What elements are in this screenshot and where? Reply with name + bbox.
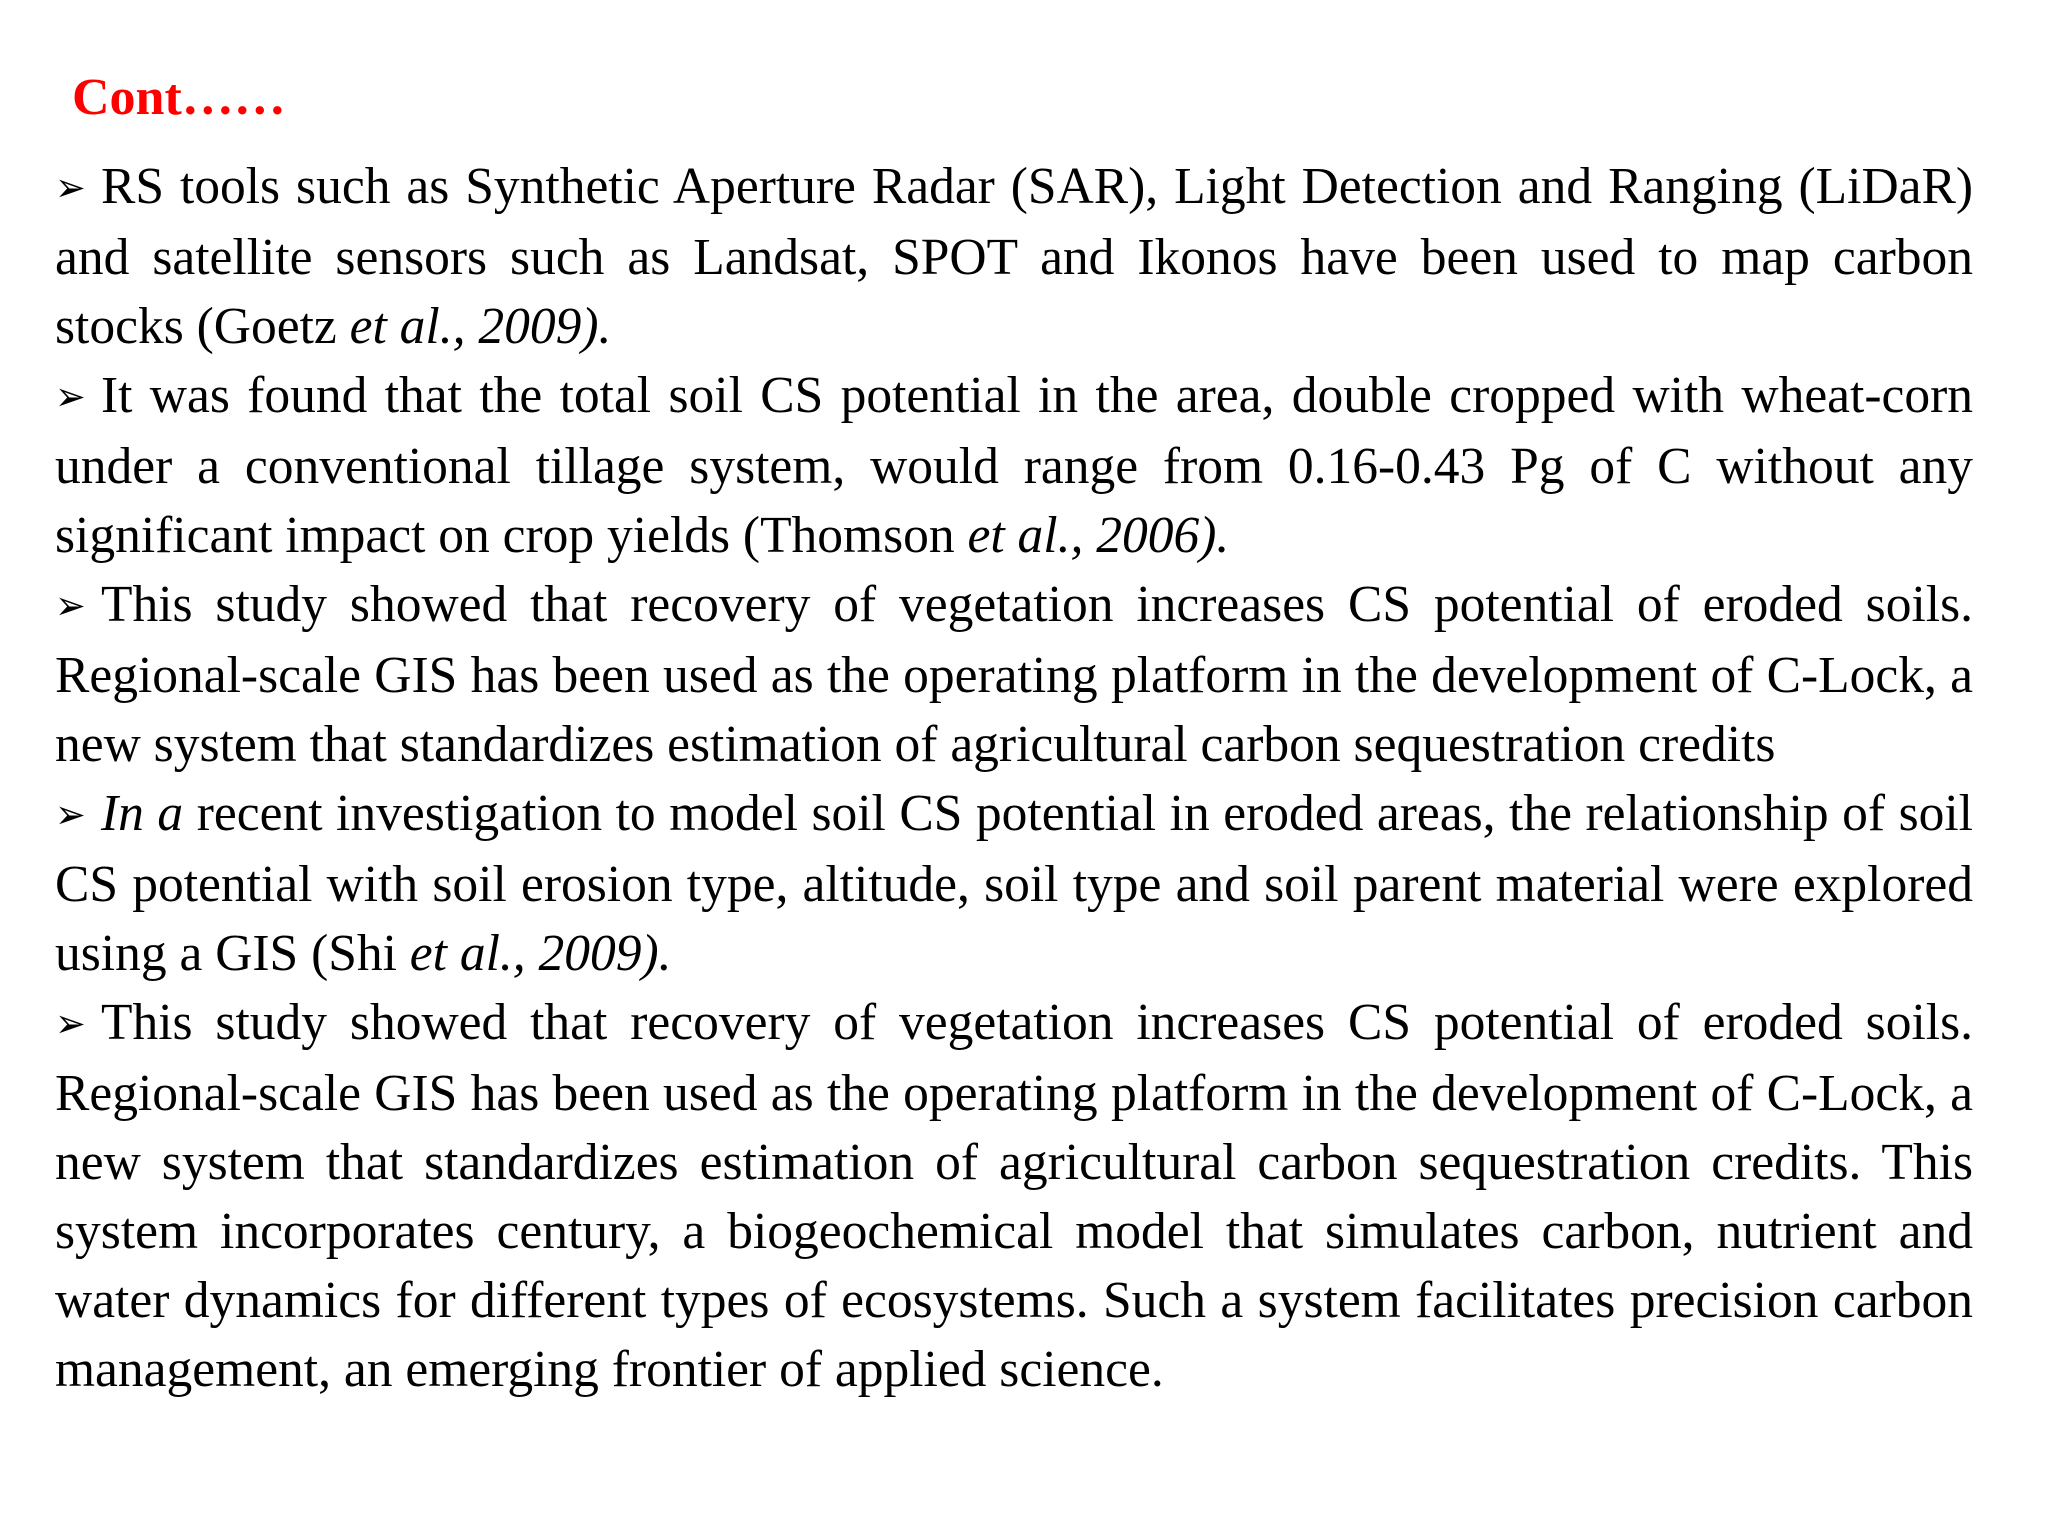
bullet-item [55, 570, 1973, 779]
arrow-bullet-icon: ➢ [55, 165, 86, 211]
bullet-lead: In a [101, 785, 184, 842]
bullet-item [55, 361, 1973, 570]
bullet-list [55, 152, 1973, 1404]
bullet-text: recent investigation to model soil CS potential in eroded areas, the relationship of soil CS potential with soil erosion type, altitude, soil type and soil parent material were explored using a GIS (Shi [55, 785, 1973, 982]
bullet-text: This study showed that recovery of vegetation increases CS potential of eroded soils. Regional-scale GIS has been used as the operating platform in the development of C-Lock, a new system that standardizes estimation of agricultural carbon sequestration credits [55, 576, 1973, 773]
slide-title: Cont…… [72, 69, 286, 126]
bullet-citation: et al., 2009). [409, 925, 672, 982]
arrow-bullet-icon: ➢ [55, 792, 86, 838]
arrow-bullet-icon: ➢ [55, 1001, 86, 1047]
arrow-bullet-icon: ➢ [55, 583, 86, 629]
bullet-text: RS tools such as Synthetic Aperture Radar (SAR), Light Detection and Ranging (LiDaR) and satellite sensors such as Landsat, SPOT and Ikonos have been used to map carbon stocks (Goetz [55, 158, 1973, 355]
bullet-citation: et al., 2006). [967, 507, 1230, 564]
bullet-item [55, 779, 1973, 988]
arrow-bullet-icon: ➢ [55, 374, 86, 420]
bullet-text: This study showed that recovery of vegetation increases CS potential of eroded soils. Regional-scale GIS has been used as the operating platform in the development of C-Lock, a new system that standardizes estimation of agricultural carbon sequestration credits. This system incorporates century, a biogeochemical model that simulates carbon, nutrient and water dynamics for different types of ecosystems. Such a system facilitates precision carbon management, an emerging frontier of applied science. [55, 994, 1973, 1398]
bullet-citation: et al., 2009). [349, 298, 612, 355]
bullet-text: It was found that the total soil CS potential in the area, double cropped with wheat-corn under a conventional tillage system, would range from 0.16-0.43 Pg of C without any significant impact on crop yields (Thomson [55, 367, 1973, 564]
bullet-item [55, 988, 1973, 1404]
bullet-item [55, 152, 1973, 361]
